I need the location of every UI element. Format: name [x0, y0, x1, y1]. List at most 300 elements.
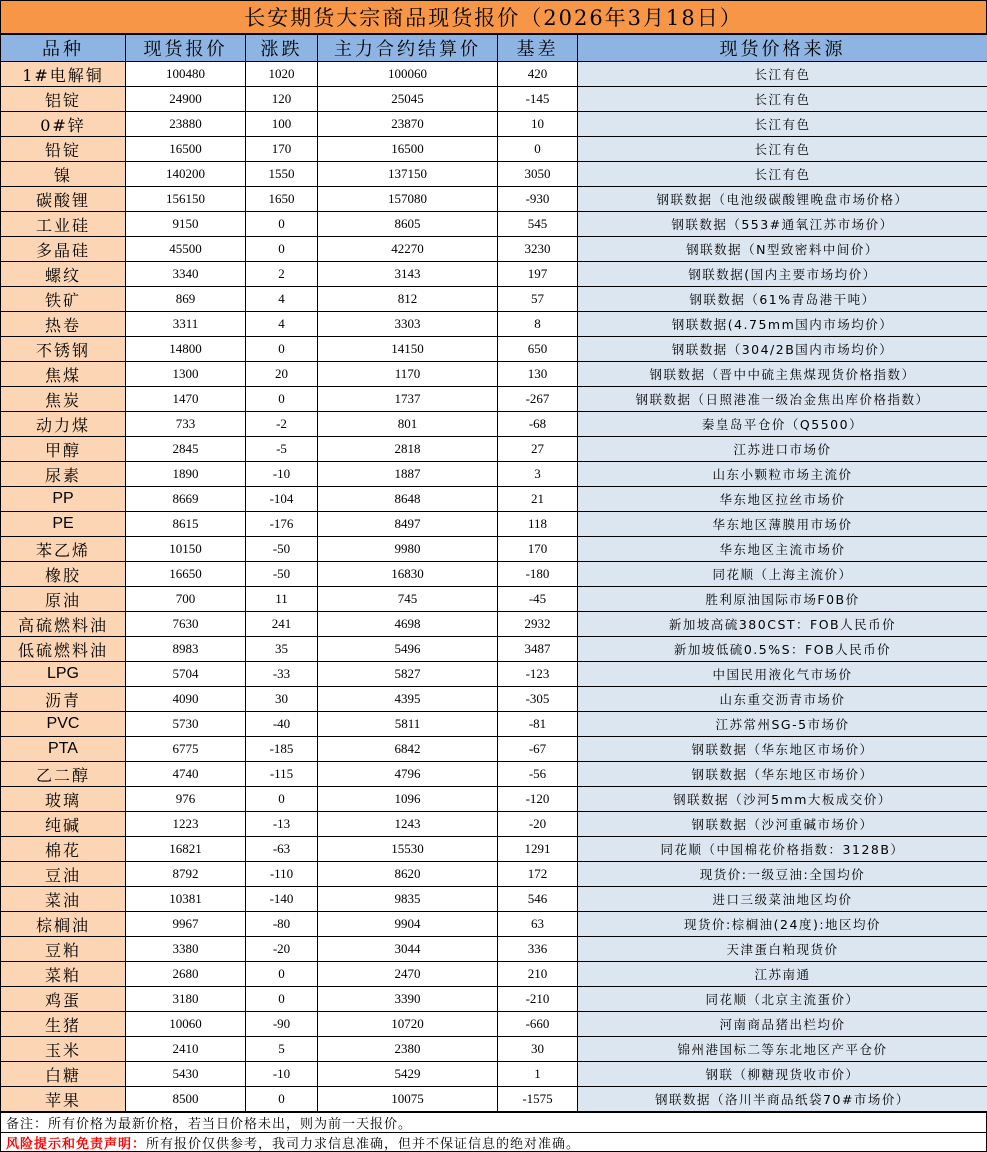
basis-cell: 1291 — [498, 837, 578, 862]
table-row — [1, 937, 987, 962]
settle-price-cell: 9904 — [318, 912, 498, 937]
spot-price-cell: 45500 — [126, 237, 246, 262]
price-source-cell: 天津蛋白粕现货价 — [578, 937, 987, 962]
price-source-cell: 同花顺（北京主流蛋价） — [578, 987, 987, 1012]
change-cell: -63 — [246, 837, 318, 862]
col-header-name: 品种 — [1, 35, 126, 62]
change-cell: -110 — [246, 862, 318, 887]
spot-price-cell: 4090 — [126, 687, 246, 712]
spot-price-cell: 3380 — [126, 937, 246, 962]
settle-price-cell: 4395 — [318, 687, 498, 712]
settle-price-cell: 3303 — [318, 312, 498, 337]
spot-price-cell: 1470 — [126, 387, 246, 412]
commodity-name-cell: 尿素 — [1, 462, 126, 487]
price-source-cell: 长江有色 — [578, 112, 987, 137]
price-source-cell: 锦州港国标二等东北地区产平仓价 — [578, 1037, 987, 1062]
table-row — [1, 512, 987, 537]
table-row — [1, 137, 987, 162]
spot-price-cell: 700 — [126, 587, 246, 612]
change-cell: 4 — [246, 312, 318, 337]
settle-price-cell: 9980 — [318, 537, 498, 562]
change-cell: -5 — [246, 437, 318, 462]
spot-price-cell: 7630 — [126, 612, 246, 637]
change-cell: 0 — [246, 237, 318, 262]
settle-price-cell: 5429 — [318, 1062, 498, 1087]
table-row — [1, 112, 987, 137]
price-source-cell: 河南商品猪出栏均价 — [578, 1012, 987, 1037]
price-source-cell: 钢联数据（华东地区市场价） — [578, 762, 987, 787]
change-cell: 4 — [246, 287, 318, 312]
basis-cell: -210 — [498, 987, 578, 1012]
price-source-cell: 钢联数据（电池级碳酸锂晚盘市场价格） — [578, 187, 987, 212]
price-source-cell: 秦皇岛平仓价（Q5500） — [578, 412, 987, 437]
table-row — [1, 212, 987, 237]
basis-cell: 172 — [498, 862, 578, 887]
settle-price-cell: 16830 — [318, 562, 498, 587]
table-row — [1, 162, 987, 187]
commodity-name-cell: 铝锭 — [1, 87, 126, 112]
table-row — [1, 287, 987, 312]
settle-price-cell: 2380 — [318, 1037, 498, 1062]
commodity-name-cell: 热卷 — [1, 312, 126, 337]
table-row — [1, 612, 987, 637]
price-source-cell: 新加坡高硫380CST：FOB人民币价 — [578, 612, 987, 637]
change-cell: -2 — [246, 412, 318, 437]
settle-price-cell: 2470 — [318, 962, 498, 987]
basis-cell: 3487 — [498, 637, 578, 662]
settle-price-cell: 10720 — [318, 1012, 498, 1037]
basis-cell: 27 — [498, 437, 578, 462]
spot-price-cell: 6775 — [126, 737, 246, 762]
settle-price-cell: 137150 — [318, 162, 498, 187]
price-source-cell: 华东地区拉丝市场价 — [578, 487, 987, 512]
commodity-name-cell: 棉花 — [1, 837, 126, 862]
commodity-name-cell: 焦炭 — [1, 387, 126, 412]
commodity-name-cell: LPG — [1, 662, 126, 687]
settle-price-cell: 3143 — [318, 262, 498, 287]
table-row — [1, 237, 987, 262]
commodity-name-cell: 工业硅 — [1, 212, 126, 237]
change-cell: -80 — [246, 912, 318, 937]
price-source-cell: 钢联数据（沙河5mm大板成交价） — [578, 787, 987, 812]
basis-cell: 3050 — [498, 162, 578, 187]
settle-price-cell: 1096 — [318, 787, 498, 812]
commodity-name-cell: 菜油 — [1, 887, 126, 912]
spot-price-cell: 1223 — [126, 812, 246, 837]
commodity-name-cell: 生猪 — [1, 1012, 126, 1037]
price-source-cell: 华东地区薄膜用市场价 — [578, 512, 987, 537]
table-row — [1, 337, 987, 362]
commodity-name-cell: 乙二醇 — [1, 762, 126, 787]
col-header-settle: 主力合约结算价 — [318, 35, 498, 62]
commodity-name-cell: 多晶硅 — [1, 237, 126, 262]
spot-price-cell: 14800 — [126, 337, 246, 362]
spot-price-cell: 8792 — [126, 862, 246, 887]
settle-price-cell: 1170 — [318, 362, 498, 387]
table-row — [1, 537, 987, 562]
price-source-cell: 新加坡低硫0.5%S：FOB人民币价 — [578, 637, 987, 662]
table-row — [1, 862, 987, 887]
commodity-name-cell: 镍 — [1, 162, 126, 187]
settle-price-cell: 4796 — [318, 762, 498, 787]
basis-cell: -67 — [498, 737, 578, 762]
change-cell: 1020 — [246, 62, 318, 87]
spot-price-cell: 24900 — [126, 87, 246, 112]
commodity-name-cell: 玉米 — [1, 1037, 126, 1062]
col-header-basis: 基差 — [498, 35, 578, 62]
price-source-cell: 进口三级菜油地区均价 — [578, 887, 987, 912]
basis-cell: 1 — [498, 1062, 578, 1087]
commodity-name-cell: 玻璃 — [1, 787, 126, 812]
commodity-name-cell: 纯碱 — [1, 812, 126, 837]
price-source-cell: 长江有色 — [578, 87, 987, 112]
change-cell: 0 — [246, 1087, 318, 1112]
table-row — [1, 387, 987, 412]
settle-price-cell: 16500 — [318, 137, 498, 162]
price-source-cell: 江苏进口市场价 — [578, 437, 987, 462]
price-table — [0, 34, 987, 1112]
settle-price-cell: 3390 — [318, 987, 498, 1012]
settle-price-cell: 14150 — [318, 337, 498, 362]
settle-price-cell: 5496 — [318, 637, 498, 662]
change-cell: -33 — [246, 662, 318, 687]
settle-price-cell: 1243 — [318, 812, 498, 837]
risk-text: 所有报价仅供参考，我司力求信息准确，但并不保证信息的绝对准确。 — [146, 1133, 580, 1152]
settle-price-cell: 8648 — [318, 487, 498, 512]
price-source-cell: 钢联（柳糖现货收市价） — [578, 1062, 987, 1087]
spot-price-cell: 733 — [126, 412, 246, 437]
commodity-name-cell: 豆粕 — [1, 937, 126, 962]
spot-price-cell: 5704 — [126, 662, 246, 687]
commodity-name-cell: 橡胶 — [1, 562, 126, 587]
commodity-name-cell: 1#电解铜 — [1, 62, 126, 87]
commodity-name-cell: 螺纹 — [1, 262, 126, 287]
commodity-name-cell: PVC — [1, 712, 126, 737]
commodity-name-cell: 棕榈油 — [1, 912, 126, 937]
basis-cell: 336 — [498, 937, 578, 962]
basis-cell: -930 — [498, 187, 578, 212]
change-cell: -50 — [246, 537, 318, 562]
basis-cell: 8 — [498, 312, 578, 337]
settle-price-cell: 157080 — [318, 187, 498, 212]
table-row — [1, 887, 987, 912]
commodity-name-cell: 动力煤 — [1, 412, 126, 437]
settle-price-cell: 42270 — [318, 237, 498, 262]
basis-cell: -56 — [498, 762, 578, 787]
basis-cell: -145 — [498, 87, 578, 112]
table-row — [1, 787, 987, 812]
settle-price-cell: 8605 — [318, 212, 498, 237]
change-cell: 170 — [246, 137, 318, 162]
basis-cell: 63 — [498, 912, 578, 937]
price-source-cell: 胜利原油国际市场F0B价 — [578, 587, 987, 612]
basis-cell: 546 — [498, 887, 578, 912]
change-cell: 120 — [246, 87, 318, 112]
basis-cell: 197 — [498, 262, 578, 287]
basis-cell: -123 — [498, 662, 578, 687]
table-row — [1, 837, 987, 862]
commodity-name-cell: 焦煤 — [1, 362, 126, 387]
spot-price-cell: 10060 — [126, 1012, 246, 1037]
change-cell: 30 — [246, 687, 318, 712]
risk-label: 风险提示和免责声明： — [6, 1133, 146, 1152]
col-header-change: 涨跌 — [246, 35, 318, 62]
spot-price-cell: 3311 — [126, 312, 246, 337]
price-source-cell: 中国民用液化气市场价 — [578, 662, 987, 687]
commodity-name-cell: PE — [1, 512, 126, 537]
spot-price-cell: 5730 — [126, 712, 246, 737]
risk-disclaimer-row — [1, 1132, 986, 1152]
sheet-title: 长安期货大宗商品现货报价（2026年3月18日） — [1, 0, 986, 34]
price-source-cell: 钢联数据（晋中中硫主焦煤现货价格指数） — [578, 362, 987, 387]
basis-cell: -120 — [498, 787, 578, 812]
settle-price-cell: 4698 — [318, 612, 498, 637]
change-cell: -20 — [246, 937, 318, 962]
price-source-cell: 长江有色 — [578, 162, 987, 187]
settle-price-cell: 801 — [318, 412, 498, 437]
change-cell: 2 — [246, 262, 318, 287]
table-row — [1, 687, 987, 712]
table-row — [1, 812, 987, 837]
change-cell: 1550 — [246, 162, 318, 187]
change-cell: 5 — [246, 1037, 318, 1062]
basis-cell: -81 — [498, 712, 578, 737]
basis-cell: 420 — [498, 62, 578, 87]
table-row — [1, 487, 987, 512]
change-cell: 0 — [246, 962, 318, 987]
basis-cell: 3230 — [498, 237, 578, 262]
basis-cell: -267 — [498, 387, 578, 412]
commodity-name-cell: 鸡蛋 — [1, 987, 126, 1012]
change-cell: -50 — [246, 562, 318, 587]
change-cell: 241 — [246, 612, 318, 637]
commodity-name-cell: 甲醇 — [1, 437, 126, 462]
price-source-cell: 钢联数据（洛川半商品纸袋70#市场价） — [578, 1087, 987, 1112]
change-cell: -104 — [246, 487, 318, 512]
price-source-cell: 江苏南通 — [578, 962, 987, 987]
spot-price-cell: 100480 — [126, 62, 246, 87]
commodity-name-cell: 豆油 — [1, 862, 126, 887]
basis-cell: -68 — [498, 412, 578, 437]
price-source-cell: 江苏常州SG-5市场价 — [578, 712, 987, 737]
change-cell: 1650 — [246, 187, 318, 212]
price-source-cell: 钢联数据（553#通氧江苏市场价） — [578, 212, 987, 237]
change-cell: 35 — [246, 637, 318, 662]
basis-cell: 2932 — [498, 612, 578, 637]
table-row — [1, 437, 987, 462]
settle-price-cell: 15530 — [318, 837, 498, 862]
price-source-cell: 钢联数据（61%青岛港干吨） — [578, 287, 987, 312]
commodity-name-cell: 高硫燃料油 — [1, 612, 126, 637]
commodity-name-cell: PP — [1, 487, 126, 512]
spot-price-cell: 9967 — [126, 912, 246, 937]
spot-price-cell: 8983 — [126, 637, 246, 662]
settle-price-cell: 6842 — [318, 737, 498, 762]
basis-cell: 21 — [498, 487, 578, 512]
table-row — [1, 662, 987, 687]
settle-price-cell: 2818 — [318, 437, 498, 462]
price-source-cell: 钢联数据（N型致密料中间价） — [578, 237, 987, 262]
spot-price-cell: 10150 — [126, 537, 246, 562]
table-row — [1, 762, 987, 787]
commodity-name-cell: 苹果 — [1, 1087, 126, 1112]
basis-cell: 650 — [498, 337, 578, 362]
price-source-cell: 钢联数据（华东地区市场价） — [578, 737, 987, 762]
spot-price-cell: 16650 — [126, 562, 246, 587]
basis-cell: 3 — [498, 462, 578, 487]
basis-cell: 210 — [498, 962, 578, 987]
change-cell: -185 — [246, 737, 318, 762]
price-source-cell: 山东重交沥青市场价 — [578, 687, 987, 712]
basis-cell: -45 — [498, 587, 578, 612]
basis-cell: 170 — [498, 537, 578, 562]
basis-cell: 0 — [498, 137, 578, 162]
commodity-name-cell: 菜粕 — [1, 962, 126, 987]
spot-price-cell: 8615 — [126, 512, 246, 537]
table-row — [1, 62, 987, 87]
settle-price-cell: 25045 — [318, 87, 498, 112]
table-row — [1, 312, 987, 337]
settle-price-cell: 8497 — [318, 512, 498, 537]
settle-price-cell: 5811 — [318, 712, 498, 737]
table-row — [1, 712, 987, 737]
basis-cell: -1575 — [498, 1087, 578, 1112]
note-row: 备注：所有价格为最新价格，若当日价格未出，则为前一天报价。 — [1, 1112, 986, 1132]
table-row — [1, 412, 987, 437]
commodity-name-cell: 0#锌 — [1, 112, 126, 137]
price-source-cell: 长江有色 — [578, 137, 987, 162]
table-row — [1, 962, 987, 987]
spot-price-cell: 5430 — [126, 1062, 246, 1087]
table-row — [1, 362, 987, 387]
basis-cell: 130 — [498, 362, 578, 387]
basis-cell: 57 — [498, 287, 578, 312]
table-row — [1, 87, 987, 112]
price-source-cell: 长江有色 — [578, 62, 987, 87]
commodity-name-cell: 不锈钢 — [1, 337, 126, 362]
price-source-cell: 钢联数据（沙河重碱市场价） — [578, 812, 987, 837]
commodity-name-cell: 碳酸锂 — [1, 187, 126, 212]
commodity-name-cell: 苯乙烯 — [1, 537, 126, 562]
change-cell: 0 — [246, 387, 318, 412]
price-source-cell: 同花顺（中国棉花价格指数：3128B） — [578, 837, 987, 862]
basis-cell: 545 — [498, 212, 578, 237]
table-row — [1, 587, 987, 612]
table-row — [1, 562, 987, 587]
col-header-source: 现货价格来源 — [578, 35, 987, 62]
settle-price-cell: 8620 — [318, 862, 498, 887]
price-source-cell: 钢联数据(国内主要市场均价） — [578, 262, 987, 287]
commodity-name-cell: 沥青 — [1, 687, 126, 712]
spot-price-cell: 16500 — [126, 137, 246, 162]
spot-price-cell: 8500 — [126, 1087, 246, 1112]
basis-cell: -660 — [498, 1012, 578, 1037]
settle-price-cell: 9835 — [318, 887, 498, 912]
settle-price-cell: 23870 — [318, 112, 498, 137]
basis-cell: -180 — [498, 562, 578, 587]
settle-price-cell: 3044 — [318, 937, 498, 962]
change-cell: 0 — [246, 337, 318, 362]
table-row — [1, 1062, 987, 1087]
table-row — [1, 987, 987, 1012]
commodity-name-cell: PTA — [1, 737, 126, 762]
settle-price-cell: 100060 — [318, 62, 498, 87]
change-cell: -40 — [246, 712, 318, 737]
col-header-spot: 现货报价 — [126, 35, 246, 62]
commodity-name-cell: 原油 — [1, 587, 126, 612]
change-cell: -90 — [246, 1012, 318, 1037]
basis-cell: 118 — [498, 512, 578, 537]
price-source-cell: 山东小颗粒市场主流价 — [578, 462, 987, 487]
commodity-name-cell: 低硫燃料油 — [1, 637, 126, 662]
table-row — [1, 1037, 987, 1062]
change-cell: 100 — [246, 112, 318, 137]
table-header-row — [1, 35, 987, 62]
change-cell: 0 — [246, 212, 318, 237]
spot-price-cell: 976 — [126, 787, 246, 812]
spot-price-cell: 3340 — [126, 262, 246, 287]
spot-price-cell: 10381 — [126, 887, 246, 912]
spot-price-cell: 2680 — [126, 962, 246, 987]
settle-price-cell: 10075 — [318, 1087, 498, 1112]
settle-price-cell: 1737 — [318, 387, 498, 412]
table-row — [1, 637, 987, 662]
basis-cell: -20 — [498, 812, 578, 837]
price-source-cell: 现货价:棕榈油(24度):地区均价 — [578, 912, 987, 937]
spot-price-cell: 156150 — [126, 187, 246, 212]
change-cell: -176 — [246, 512, 318, 537]
spot-price-cell: 16821 — [126, 837, 246, 862]
basis-cell: 10 — [498, 112, 578, 137]
change-cell: 0 — [246, 987, 318, 1012]
change-cell: -10 — [246, 1062, 318, 1087]
spot-price-cell: 23880 — [126, 112, 246, 137]
settle-price-cell: 812 — [318, 287, 498, 312]
spot-price-cell: 3180 — [126, 987, 246, 1012]
table-row — [1, 262, 987, 287]
change-cell: -13 — [246, 812, 318, 837]
table-row — [1, 1087, 987, 1112]
price-source-cell: 钢联数据(4.75mm国内市场均价） — [578, 312, 987, 337]
spot-price-cell: 9150 — [126, 212, 246, 237]
change-cell: 11 — [246, 587, 318, 612]
change-cell: -115 — [246, 762, 318, 787]
settle-price-cell: 1887 — [318, 462, 498, 487]
price-source-cell: 现货价:一级豆油:全国均价 — [578, 862, 987, 887]
table-row — [1, 1012, 987, 1037]
spot-price-cell: 140200 — [126, 162, 246, 187]
table-row — [1, 912, 987, 937]
spot-price-cell: 869 — [126, 287, 246, 312]
commodity-name-cell: 铅锭 — [1, 137, 126, 162]
spot-price-cell: 8669 — [126, 487, 246, 512]
settle-price-cell: 745 — [318, 587, 498, 612]
price-source-cell: 钢联数据（304/2B国内市场均价） — [578, 337, 987, 362]
table-row — [1, 462, 987, 487]
spot-price-cell: 2410 — [126, 1037, 246, 1062]
settle-price-cell: 5827 — [318, 662, 498, 687]
commodity-name-cell: 白糖 — [1, 1062, 126, 1087]
spot-price-cell: 4740 — [126, 762, 246, 787]
commodity-name-cell: 铁矿 — [1, 287, 126, 312]
table-row — [1, 187, 987, 212]
spot-price-cell: 1890 — [126, 462, 246, 487]
change-cell: 0 — [246, 787, 318, 812]
change-cell: -10 — [246, 462, 318, 487]
table-row — [1, 737, 987, 762]
price-source-cell: 钢联数据（日照港准一级冶金焦出库价格指数） — [578, 387, 987, 412]
spot-price-cell: 1300 — [126, 362, 246, 387]
